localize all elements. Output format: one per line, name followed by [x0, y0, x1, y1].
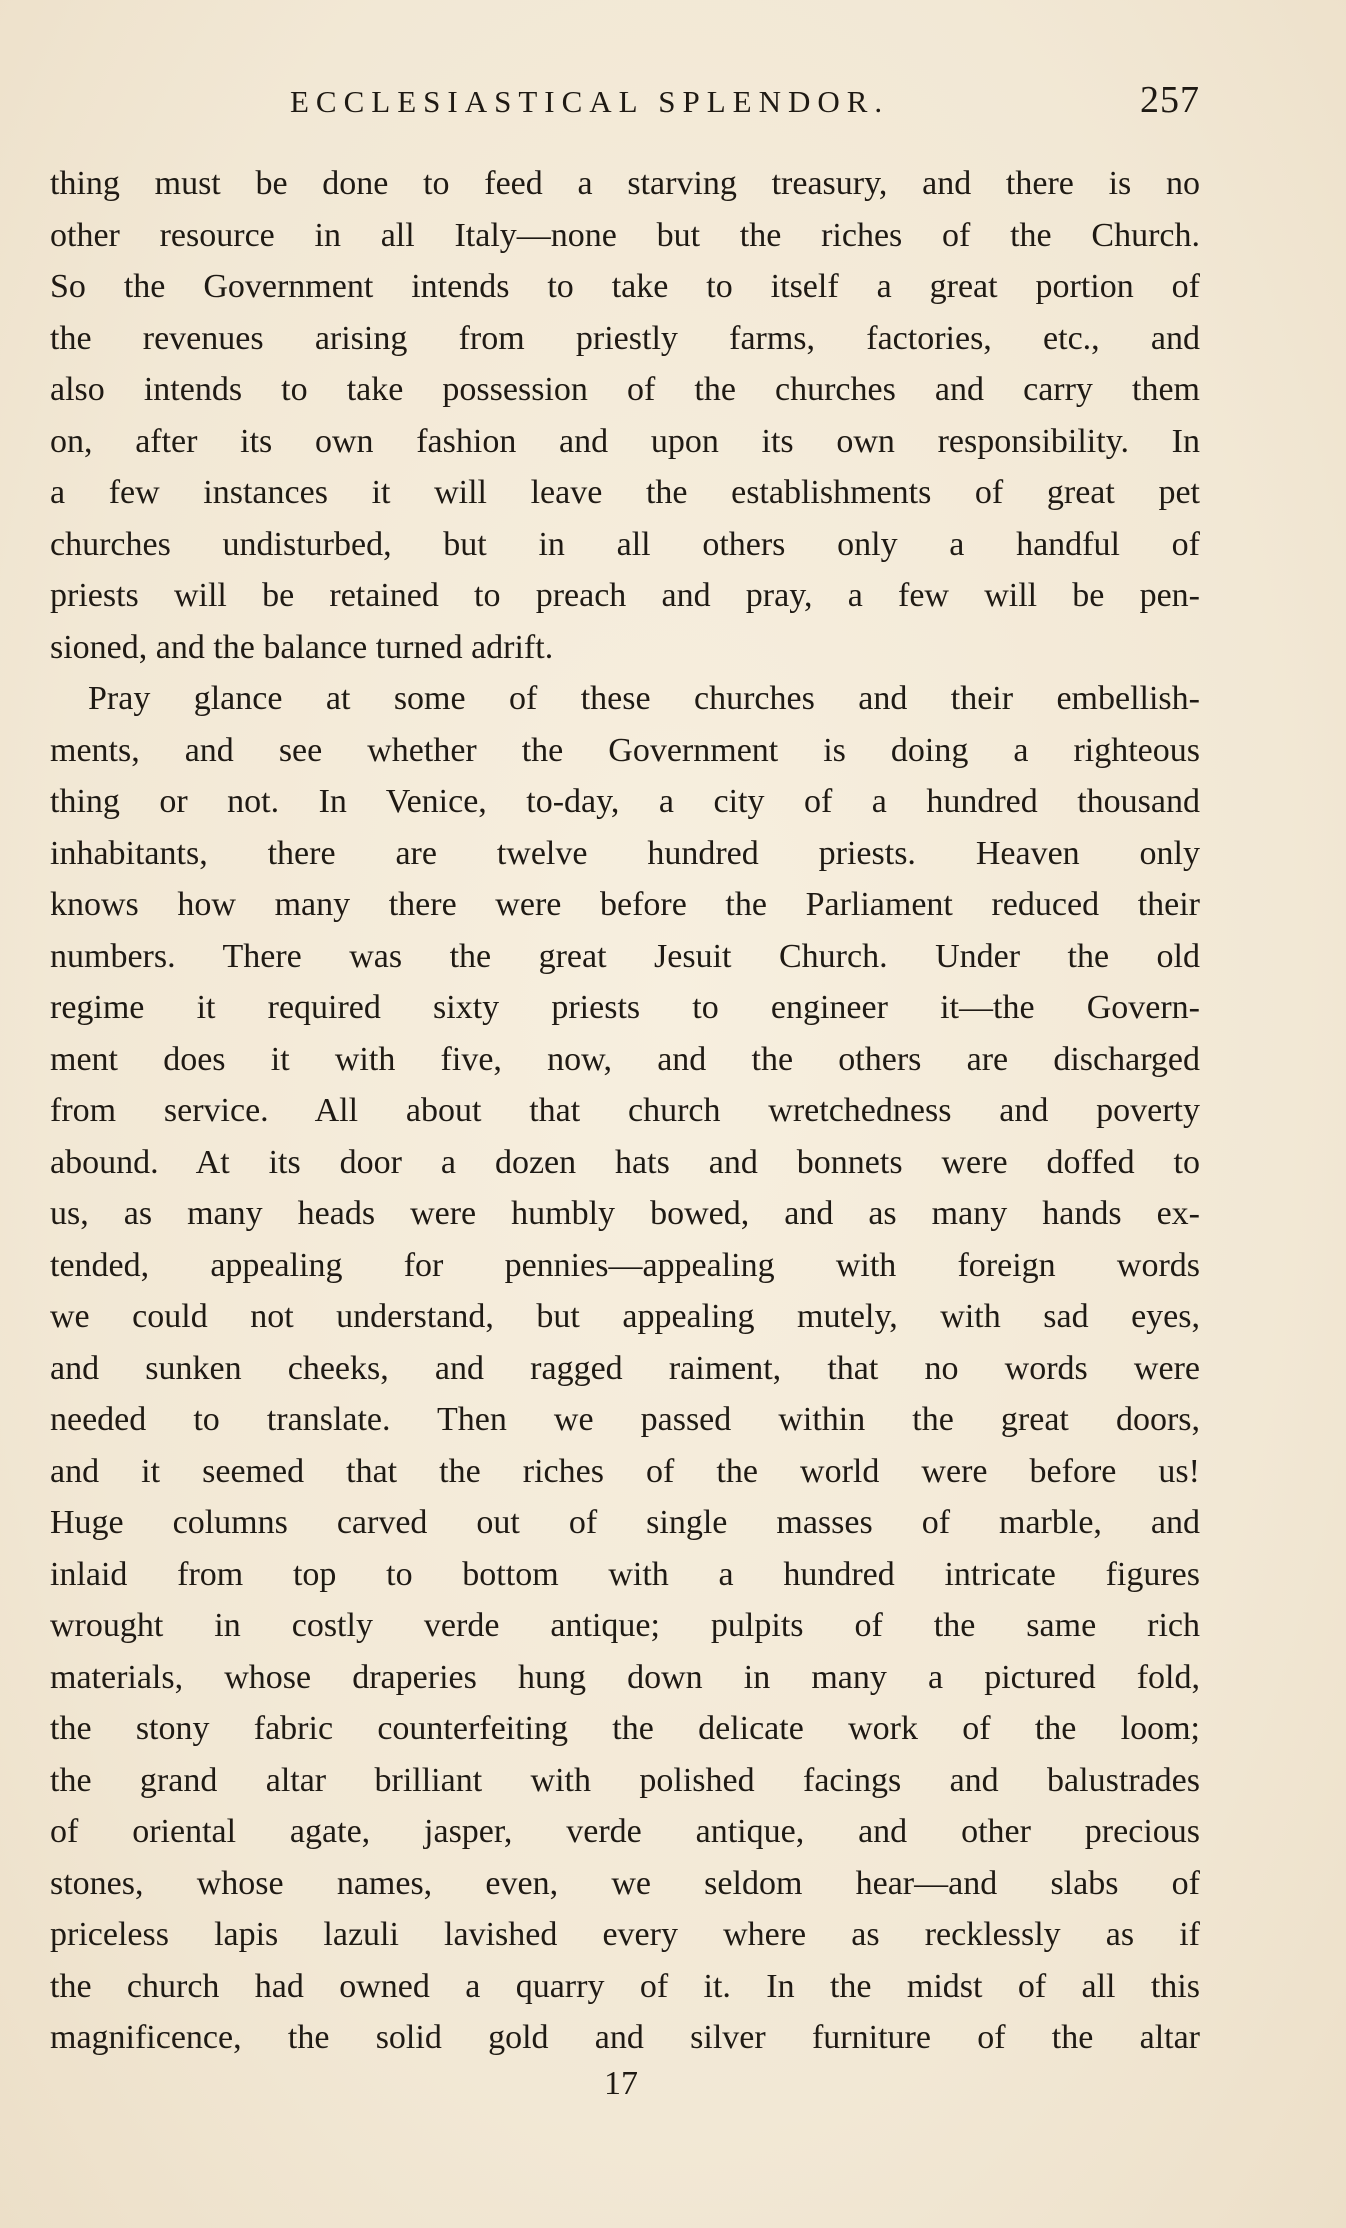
text-line: also intends to take possession of the churches and carry them	[50, 371, 1200, 408]
text-line: priests will be retained to preach and pray, a few will be pen-	[50, 577, 1200, 614]
text-line: So the Government intends to take to itself a great portion of	[50, 268, 1200, 305]
text-line-paragraph-start: Pray glance at some of these churches and their embellish-	[88, 680, 1200, 717]
text-line: materials, whose draperies hung down in many a pictured fold,	[50, 1658, 1200, 1696]
text-line: the church had owned a quarry of it. In the midst of all this	[50, 1967, 1200, 2005]
text-line-paragraph-end: sioned, and the balance turned adrift.	[50, 628, 554, 666]
text-line: and sunken cheeks, and ragged raiment, that no words were	[50, 1349, 1200, 1387]
text-line: knows how many there were before the Parliament reduced their	[50, 886, 1200, 923]
text-line: stones, whose names, even, we seldom hear—and slabs of	[50, 1864, 1200, 1902]
text-line: needed to translate. Then we passed within the great doors,	[50, 1401, 1200, 1438]
text-line: numbers. There was the great Jesuit Church. Under the old	[50, 937, 1200, 975]
text-line: and it seemed that the riches of the world were before us!	[50, 1452, 1200, 1490]
page-header	[50, 78, 1200, 128]
text-line: other resource in all Italy—none but the riches of the Church.	[50, 216, 1200, 254]
text-line: ments, and see whether the Government is doing a righteous	[50, 731, 1200, 769]
text-line: on, after its own fashion and upon its own responsibility. In	[50, 422, 1200, 460]
body-text	[50, 158, 1200, 2064]
text-line: thing must be done to feed a starving treasury, and there is no	[50, 165, 1200, 202]
signature-mark: 17	[604, 2065, 638, 2102]
text-line: churches undisturbed, but in all others only a handful of	[50, 525, 1200, 563]
text-line: the revenues arising from priestly farms, factories, etc., and	[50, 319, 1200, 357]
text-line: thing or not. In Venice, to-day, a city of a hundred thousand	[50, 783, 1200, 820]
text-line: a few instances it will leave the establishments of great pet	[50, 474, 1200, 511]
text-line: the grand altar brilliant with polished facings and balustrades	[50, 1761, 1200, 1799]
text-line: regime it required sixty priests to engineer it—the Govern-	[50, 989, 1200, 1026]
text-line: wrought in costly verde antique; pulpits of the same rich	[50, 1607, 1200, 1644]
page-number: 257	[1140, 79, 1200, 121]
text-line: the stony fabric counterfeiting the delicate work of the loom;	[50, 1710, 1200, 1747]
text-line: tended, appealing for pennies—appealing with foreign words	[50, 1246, 1200, 1284]
text-line: abound. At its door a dozen hats and bonnets were doffed to	[50, 1143, 1200, 1181]
text-line: magnificence, the solid gold and silver furniture of the altar	[50, 2019, 1200, 2056]
text-line: from service. All about that church wretchedness and poverty	[50, 1092, 1200, 1129]
text-line: inlaid from top to bottom with a hundred intricate figures	[50, 1555, 1200, 1593]
text-line: inhabitants, there are twelve hundred priests. Heaven only	[50, 834, 1200, 872]
text-line: priceless lapis lazuli lavished every where as recklessly as if	[50, 1916, 1200, 1953]
text-line: we could not understand, but appealing mutely, with sad eyes,	[50, 1298, 1200, 1335]
text-line: Huge columns carved out of single masses of marble, and	[50, 1504, 1200, 1541]
text-line: of oriental agate, jasper, verde antique, and other precious	[50, 1813, 1200, 1850]
text-line: us, as many heads were humbly bowed, and as many hands ex-	[50, 1195, 1200, 1232]
text-line: ment does it with five, now, and the others are discharged	[50, 1040, 1200, 1078]
running-head: ECCLESIASTICAL SPLENDOR.	[290, 84, 890, 119]
